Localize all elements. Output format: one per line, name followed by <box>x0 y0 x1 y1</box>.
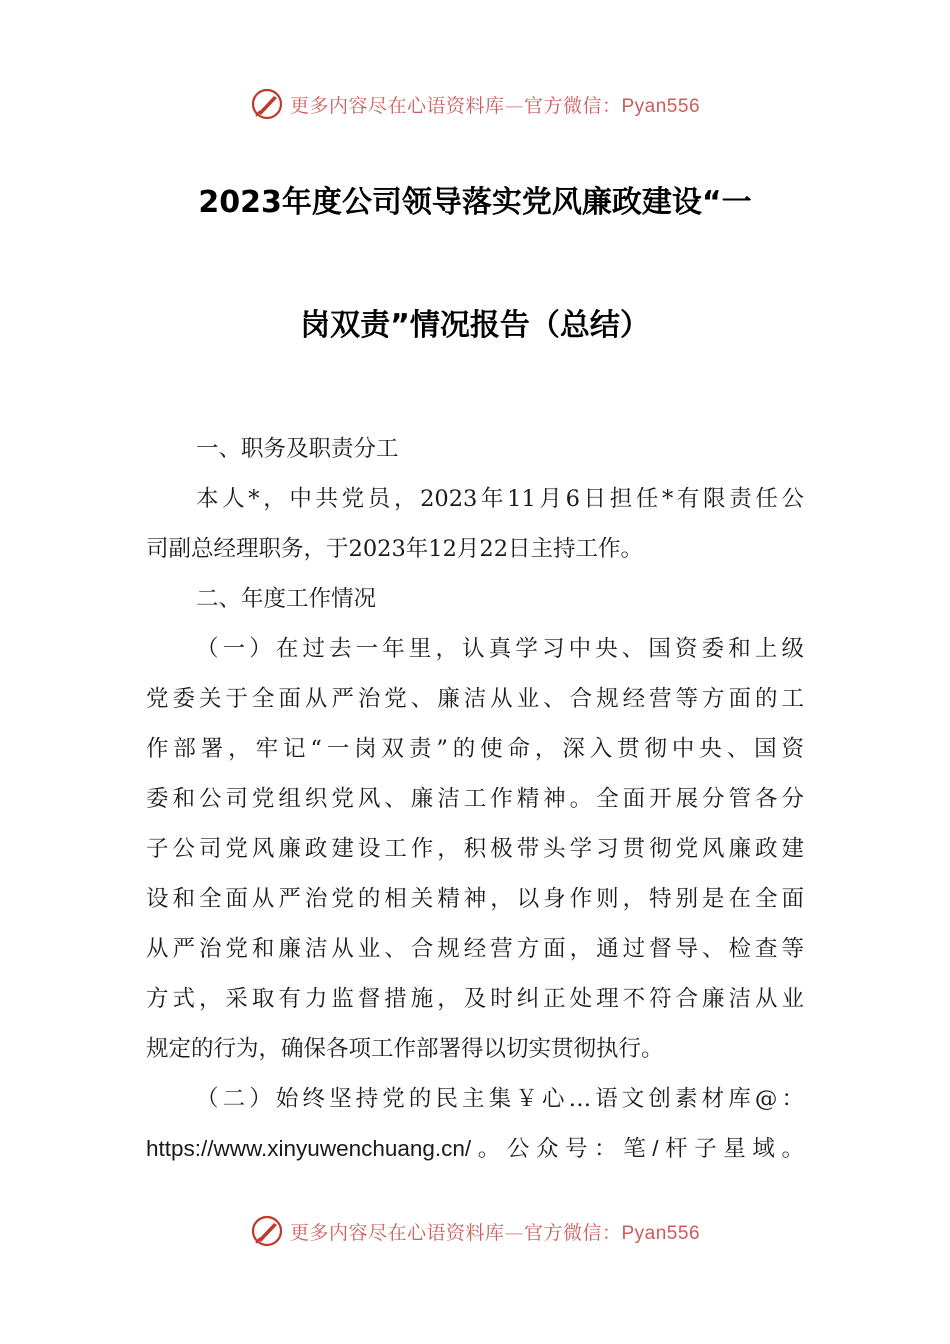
section-heading-2: 二、年度工作情况 <box>196 586 377 612</box>
body-line: 司副总经理职务，于2023年12月22日主持工作。 <box>146 536 644 562</box>
document-title-line-1: 2023年度公司领导落实党风廉政建设“一 <box>198 185 752 220</box>
watermark-banner-bottom <box>0 1209 950 1253</box>
body-line: （二）始终坚持党的民主集￥心…语文创素材库@： <box>196 1086 804 1112</box>
section-heading-1: 一、职务及职责分工 <box>196 436 399 462</box>
body-line: 从严治党和廉洁从业、合规经营方面，通过督导、检查等 <box>146 936 804 962</box>
document-title-line-2: 岗双责”情况报告（总结） <box>300 308 650 343</box>
body-line: 子公司党风廉政建设工作，积极带头学习贯彻党风廉政建 <box>146 836 804 862</box>
quill-logo-icon <box>250 1214 284 1248</box>
quill-logo-icon <box>250 87 284 121</box>
watermark-text: 更多内容尽在心语资料库—官方微信：Pyan556 <box>289 94 701 117</box>
body-line: 本人*，中共党员，2023年11月6日担任*有限责任公 <box>196 486 804 512</box>
body-line: （一）在过去一年里，认真学习中央、国资委和上级 <box>196 636 804 662</box>
body-line: 方式，采取有力监督措施，及时纠正处理不符合廉洁从业 <box>146 986 804 1012</box>
body-line: 设和全面从严治党的相关精神，以身作则，特别是在全面 <box>146 886 804 912</box>
body-line: 作部署，牢记“一岗双责”的使命，深入贯彻中央、国资 <box>146 736 804 762</box>
body-line: 规定的行为，确保各项工作部署得以切实贯彻执行。 <box>146 1036 664 1062</box>
watermark-banner-top <box>0 82 950 126</box>
body-line-url: https://www.xinyuwenchuang.cn/。公众号：笔/杆子星域。 <box>146 1136 804 1161</box>
body-line: 党委关于全面从严治党、廉洁从业、合规经营等方面的工 <box>146 686 804 712</box>
watermark-text: 更多内容尽在心语资料库—官方微信：Pyan556 <box>289 1221 701 1244</box>
body-line: 委和公司党组织党风、廉洁工作精神。全面开展分管各分 <box>146 786 804 812</box>
